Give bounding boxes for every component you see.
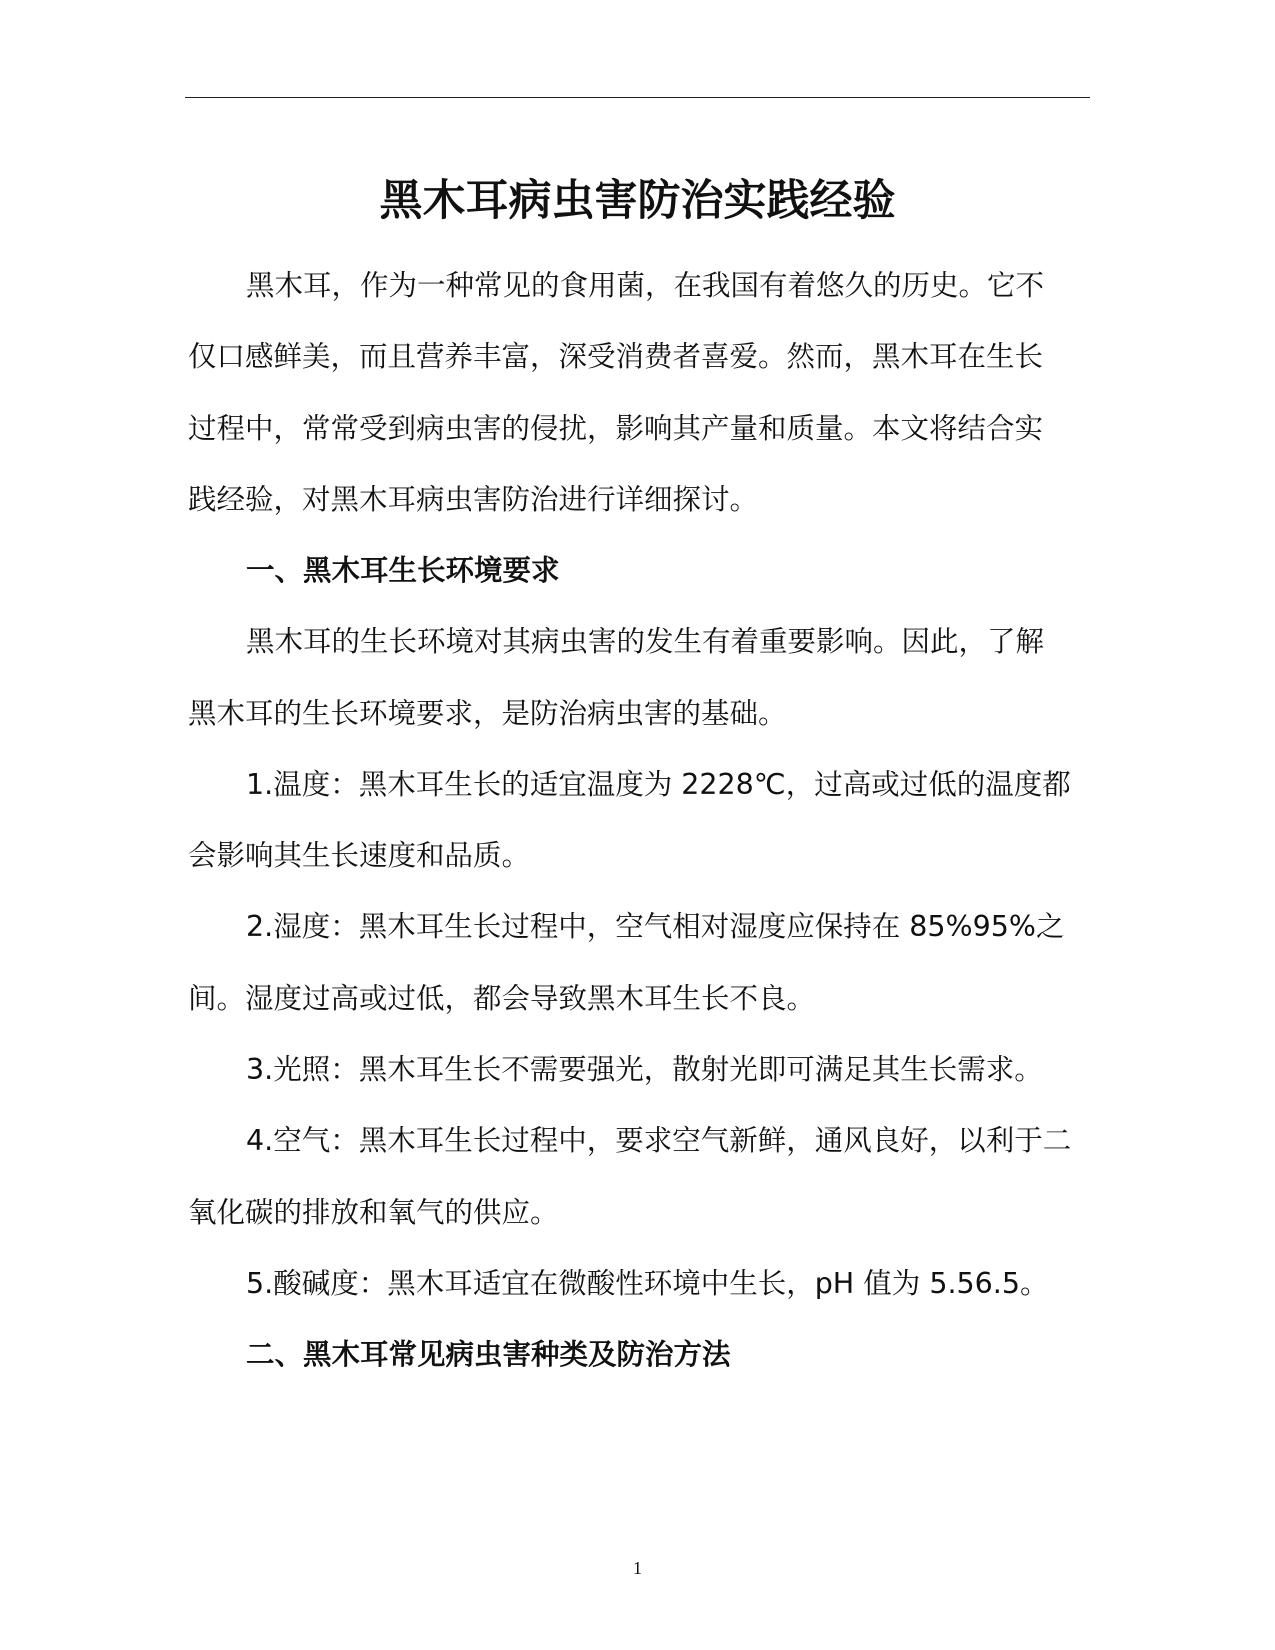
section-1-intro-line-2: 黑木耳的生长环境要求，是防治病虫害的基础。	[188, 697, 787, 730]
intro-line-1: 黑木耳，作为一种常见的食用菌，在我国有着悠久的历史。它不	[246, 269, 1045, 302]
item-temperature-line-2: 会影响其生长速度和品质。	[188, 839, 531, 872]
document-title: 黑木耳病虫害防治实践经验	[379, 176, 896, 226]
item-humidity-line-2: 间。湿度过高或过低，都会导致黑木耳生长不良。	[188, 982, 816, 1015]
section-2-heading: 二、黑木耳常见病虫害种类及防治方法	[246, 1338, 731, 1371]
item-air-line-2: 氧化碳的排放和氧气的供应。	[188, 1196, 559, 1229]
item-temperature-line-1: 1.温度：黑木耳生长的适宜温度为 2228℃，过高或过低的温度都	[246, 768, 1071, 801]
item-humidity-line-1: 2.湿度：黑木耳生长过程中，空气相对湿度应保持在 85%95%之	[246, 910, 1065, 943]
section-1-heading: 一、黑木耳生长环境要求	[246, 554, 560, 587]
section-1-intro-line-1: 黑木耳的生长环境对其病虫害的发生有着重要影响。因此，了解	[246, 625, 1045, 658]
intro-line-4: 践经验，对黑木耳病虫害防治进行详细探讨。	[188, 483, 759, 516]
item-air-line-1: 4.空气：黑木耳生长过程中，要求空气新鲜，通风良好，以利于二	[246, 1124, 1072, 1157]
item-light-line-1: 3.光照：黑木耳生长不需要强光，散射光即可满足其生长需求。	[246, 1053, 1043, 1086]
item-ph-line-1: 5.酸碱度：黑木耳适宜在微酸性环境中生长，pH 值为 5.56.5。	[246, 1267, 1049, 1300]
intro-line-3: 过程中，常常受到病虫害的侵扰，影响其产量和质量。本文将结合实	[188, 412, 1044, 445]
header-rule	[185, 97, 1090, 98]
intro-line-2: 仅口感鲜美，而且营养丰富，深受消费者喜爱。然而，黑木耳在生长	[188, 340, 1044, 373]
page-number: 1	[633, 1558, 642, 1578]
